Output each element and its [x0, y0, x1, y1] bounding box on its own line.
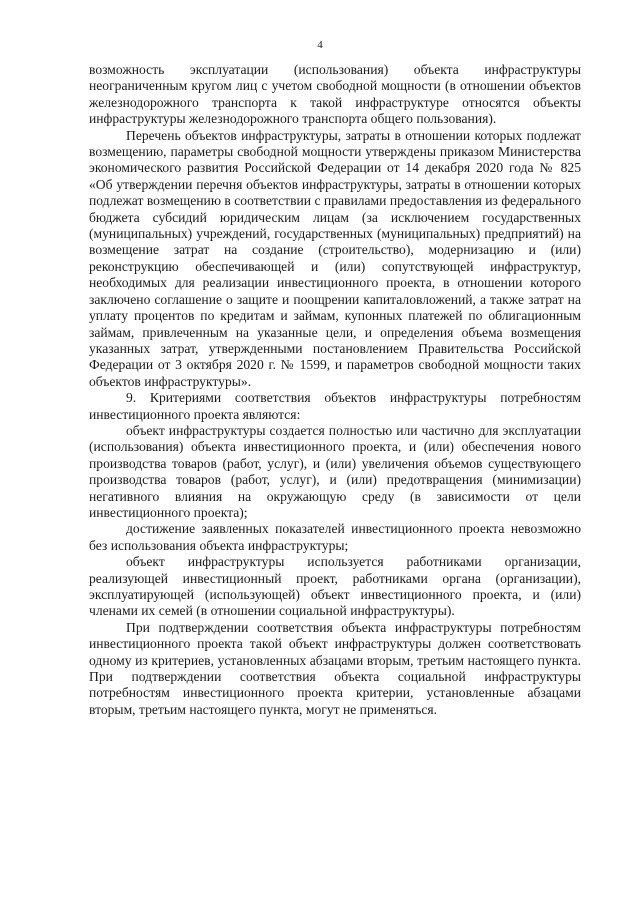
paragraph-infrastructure-list: Перечень объектов инфраструктуры, затраты в отношении которых подлежат возмещению, параметры свободной мощности утверждены приказом Министерства экономического развития Российской Федерации от 14 декабря 2020 года № 825 «Об утверждении перечня объектов инфраструктуры, затраты в отношении которых подлежат возмещению в соответствии с правилами предоставления из федерального бюджета субсидий юридическим лицам (за исключением государственных (муниципальных) учреждений, государственных (муниципальных) предприятий) на возмещение затрат на создание (строительство), модернизацию и (или) реконструкцию обеспечивающей и (или) сопутствующей инфраструктур, необходимых для реализации инвестиционного проекта, в отношении которого заключено соглашение о защите и поощрении капиталовложений, а также затрат на уплату процентов по кредитам и займам, купонных платежей по облигационным займам, привлеченным на указанные цели, и определения объема возмещения указанных затрат, утвержденными постановлением Правительства Российской Федерации от 3 октября 2020 г. № 1599, и параметров свободной мощности таких объектов инфраструктуры».	[89, 127, 581, 389]
paragraph-continuation: возможность эксплуатации (использования) объекта инфраструктуры неограниченным кругом лиц с учетом свободной мощности (в отношении объектов железнодорожного транспорта к такой инфраструктуре относятся объекты инфраструктуры железнодорожного транспорта общего пользования).	[89, 62, 581, 127]
paragraph-criteria-heading: 9. Критериями соответствия объектов инфраструктуры потребностям инвестиционного проекта являются:	[89, 390, 581, 422]
page-number: 4	[317, 39, 323, 51]
paragraph-confirmation: При подтверждении соответствия объекта инфраструктуры потребностям инвестиционного проекта такой объект инфраструктуры должен соответствовать одному из критериев, установленных абзацами вторым, третьим настоящего пункта. При подтверждении соответствия объекта социальной инфраструктуры потребностям инвестиционного проекта критерии, установленные абзацами вторым, третьим настоящего пункта, могут не применяться.	[89, 619, 581, 717]
paragraph-criterion-1: объект инфраструктуры создается полностью или частично для эксплуатации (использования) объекта инвестиционного проекта, и (или) обеспечения нового производства товаров (работ, услуг), и (или) увеличения объемов существующего производства товаров (работ, услуг), и (или) предотвращения (минимизации) негативного влияния на окружающую среду (в зависимости от цели инвестиционного проекта);	[89, 422, 581, 520]
document-body	[89, 62, 581, 718]
paragraph-criterion-3: объект инфраструктуры используется работниками организации, реализующей инвестиционный проект, работниками органа (организации), эксплуатирующей (использующей) объект инвестиционного проекта, и (или) членами их семей (в отношении социальной инфраструктуры).	[89, 554, 581, 619]
paragraph-criterion-2: достижение заявленных показателей инвестиционного проекта невозможно без использования объекта инфраструктуры;	[89, 521, 581, 553]
